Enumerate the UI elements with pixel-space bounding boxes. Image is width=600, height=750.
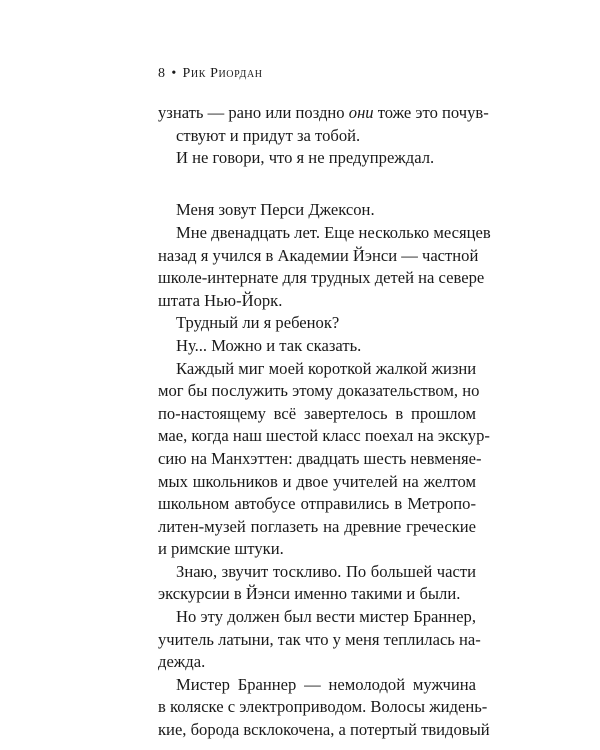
text-line: Но эту должен был вести мистер Браннер, [176,607,476,627]
bullet-separator: • [171,66,177,81]
text-line: экскурсии в Йэнси именно такими и были. [158,584,461,604]
text-line: ствуют и придут за тобой. [176,125,361,145]
text-line: по-настоящему всё завертелось в прошлом [158,403,476,423]
text-line: узнать — рано или поздно они тоже это почув- [158,103,489,122]
text-line: штата Нью-Йорк. [158,290,283,310]
section-break [158,170,476,193]
text-line: назад я учился в Академии Йэнси — частной [158,245,479,265]
text-line: дежда. [158,652,206,672]
text-line: Знаю, звучит тоскливо. По большей части [176,561,476,581]
text-line: учитель латыни, так что у меня теплилась на- [158,629,481,649]
page-number: 8 [158,66,166,81]
text-line: Мне двенадцать лет. Еще несколько месяцев [176,222,491,242]
emphasis-word: они [348,103,374,122]
text-line: И не говори, что я не предупреждал. [176,148,435,168]
text-line: Мистер Браннер — немолодой мужчина [176,674,476,694]
text-line: Ну... Можно и так сказать. [176,335,362,355]
author-name: Рик Риордан [182,66,263,81]
text-line: в коляске с электроприводом. Волосы жидень- [158,697,488,717]
text-line: и римские штуки. [158,539,284,559]
body-text [158,102,491,742]
text-line: школе-интернате для трудных детей на севере [158,268,485,288]
text-line: литен-музей поглазеть на древние греческие [158,516,476,536]
running-head [158,66,263,82]
text-line: кие, борода всклокочена, а потертый твидовый [158,720,490,740]
text-line: мых школьников и двое учителей на желтом [158,471,476,491]
text-line: школьном автобусе отправились в Метропо- [158,494,476,514]
text-line: Трудный ли я ребенок? [176,313,340,333]
text-line: Меня зовут Перси Джексон. [176,200,375,220]
text-line: мае, когда наш шестой класс поехал на экскур- [158,426,490,446]
text-line: мог бы послужить этому доказательством, но [158,381,480,401]
text-line: сию на Манхэттен: двадцать шесть невменяе- [158,448,482,468]
text-line: Каждый миг моей короткой жалкой жизни [176,358,477,378]
